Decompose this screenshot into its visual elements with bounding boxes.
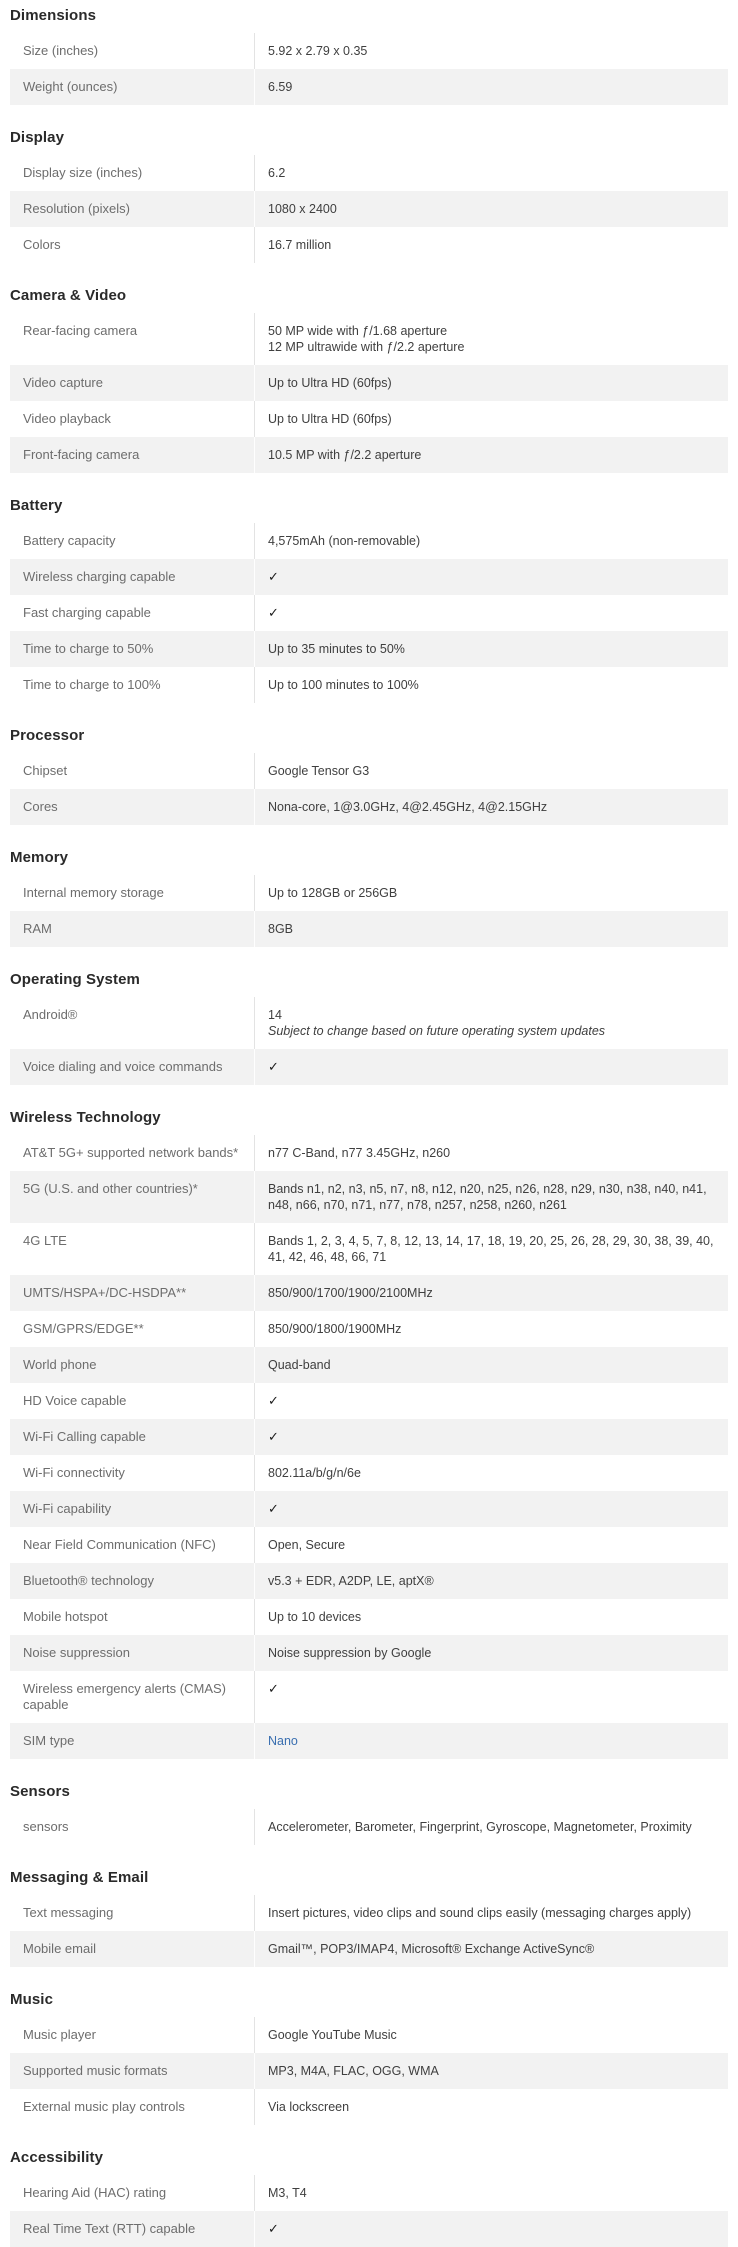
spec-value [255, 1931, 728, 1967]
spec-row [10, 667, 728, 703]
spec-value [255, 911, 728, 947]
spec-value [255, 1135, 728, 1171]
spec-row [10, 1563, 728, 1599]
spec-value-text: 8GB [268, 922, 294, 936]
spec-row [10, 1809, 728, 1845]
section-rows [10, 2017, 728, 2125]
checkmark-icon: ✓ [268, 2221, 279, 2236]
spec-row [10, 911, 728, 947]
spec-value [255, 437, 728, 473]
section-title: Processor [10, 727, 85, 744]
spec-label: Near Field Communication (NFC) [10, 1527, 255, 1563]
spec-value-text: 14 [268, 1008, 282, 1022]
spec-value-line: 12 MP ultrawide with ƒ/2.2 aperture [268, 340, 465, 354]
spec-label: Colors [10, 227, 255, 263]
spec-row [10, 1671, 728, 1723]
checkmark-icon: ✓ [268, 1681, 279, 1696]
spec-label: SIM type [10, 1723, 255, 1759]
spec-label: Chipset [10, 753, 255, 789]
spec-row [10, 1599, 728, 1635]
spec-value [255, 1527, 728, 1563]
spec-value [255, 753, 728, 789]
spec-section [10, 287, 728, 473]
spec-label: Cores [10, 789, 255, 825]
spec-label: Text messaging [10, 1895, 255, 1931]
spec-label: Size (inches) [10, 33, 255, 69]
spec-label: Wi-Fi capability [10, 1491, 255, 1527]
spec-value [255, 631, 728, 667]
spec-value [255, 1171, 728, 1223]
spec-label: Music player [10, 2017, 255, 2053]
spec-value-text: Nona-core, 1@3.0GHz, 4@2.45GHz, 4@2.15GHz [268, 800, 548, 814]
spec-value [255, 559, 728, 595]
spec-label: Battery capacity [10, 523, 255, 559]
section-rows [10, 33, 728, 105]
section-rows [10, 1135, 728, 1759]
checkmark-icon: ✓ [268, 605, 279, 620]
device-specs-page [0, 7, 738, 2236]
spec-row [10, 1347, 728, 1383]
spec-value-text: MP3, M4A, FLAC, OGG, WMA [268, 2064, 439, 2078]
spec-value-text: Up to 128GB or 256GB [268, 886, 398, 900]
spec-value [255, 365, 728, 401]
spec-value [255, 997, 728, 1049]
spec-section [10, 7, 728, 105]
spec-row [10, 1223, 728, 1275]
spec-value [255, 33, 728, 69]
spec-value-text: Open, Secure [268, 1538, 346, 1552]
spec-row [10, 437, 728, 473]
spec-row [10, 33, 728, 69]
spec-label: sensors [10, 1809, 255, 1845]
spec-value-text: Insert pictures, video clips and sound clips easily (messaging charges apply) [268, 1906, 692, 1920]
spec-value-text: Bands 1, 2, 3, 4, 5, 7, 8, 12, 13, 14, 17, 18, 19, 20, 25, 26, 28, 29, 30, 38, 39, 40, 41, 42, 46, 48, 66, 71 [268, 1234, 714, 1264]
spec-label: Time to charge to 50% [10, 631, 255, 667]
spec-label: Front-facing camera [10, 437, 255, 473]
spec-row [10, 595, 728, 631]
section-title: Wireless Technology [10, 1109, 161, 1126]
spec-label: 5G (U.S. and other countries)* [10, 1171, 255, 1223]
spec-row [10, 523, 728, 559]
spec-value-line: 50 MP wide with ƒ/1.68 aperture [268, 324, 448, 338]
spec-value [255, 1723, 728, 1759]
spec-value-note: Subject to change based on future operating system updates [268, 1024, 606, 1038]
spec-value-text: Bands n1, n2, n3, n5, n7, n8, n12, n20, n25, n26, n28, n29, n30, n38, n40, n41, n48, n66, n70, n71, n77, n78, n257, n258, n260, n261 [268, 1182, 707, 1212]
spec-row [10, 1135, 728, 1171]
spec-value [255, 523, 728, 559]
spec-value [255, 227, 728, 263]
spec-value [255, 1671, 728, 1707]
spec-row [10, 789, 728, 825]
spec-value-text: 5.92 x 2.79 x 0.35 [268, 44, 368, 58]
section-rows [10, 313, 728, 473]
spec-row [10, 401, 728, 437]
spec-label: Mobile email [10, 1931, 255, 1967]
spec-section [10, 727, 728, 825]
spec-section [10, 1783, 728, 1845]
section-title: Music [10, 1991, 54, 2008]
spec-value [255, 2089, 728, 2125]
section-title: Memory [10, 849, 69, 866]
spec-row [10, 1455, 728, 1491]
spec-value-text: 4,575mAh (non-removable) [268, 534, 421, 548]
spec-value-text: Google YouTube Music [268, 2028, 397, 2042]
spec-row [10, 2089, 728, 2125]
spec-value-text: Google Tensor G3 [268, 764, 370, 778]
spec-row [10, 1635, 728, 1671]
spec-row [10, 1171, 728, 1223]
spec-value [255, 1809, 728, 1845]
spec-label: Resolution (pixels) [10, 191, 255, 227]
spec-row [10, 69, 728, 105]
spec-value [255, 155, 728, 191]
spec-row [10, 155, 728, 191]
spec-value [255, 595, 728, 631]
spec-value [255, 1311, 728, 1347]
spec-value-text: 850/900/1700/1900/2100MHz [268, 1286, 433, 1300]
spec-section [10, 971, 728, 1085]
section-title: Operating System [10, 971, 140, 988]
spec-value-text: Noise suppression by Google [268, 1646, 432, 1660]
spec-label: Bluetooth® technology [10, 1563, 255, 1599]
spec-section [10, 2149, 728, 2247]
spec-label: Supported music formats [10, 2053, 255, 2089]
spec-row [10, 2017, 728, 2053]
section-rows [10, 875, 728, 947]
spec-value-text: 1080 x 2400 [268, 202, 337, 216]
spec-label: External music play controls [10, 2089, 255, 2125]
spec-label: UMTS/HSPA+/DC-HSDPA** [10, 1275, 255, 1311]
spec-label: Rear-facing camera [10, 313, 255, 365]
spec-value-text: 6.2 [268, 166, 286, 180]
spec-label: 4G LTE [10, 1223, 255, 1275]
spec-label: Wireless emergency alerts (CMAS) capable [10, 1671, 255, 1723]
spec-row [10, 997, 728, 1049]
spec-value [255, 875, 728, 911]
specs-table [0, 7, 738, 2247]
section-title: Accessibility [10, 2149, 104, 2166]
spec-section [10, 849, 728, 947]
spec-row [10, 2211, 728, 2247]
spec-label: Video playback [10, 401, 255, 437]
spec-section [10, 1869, 728, 1967]
spec-row [10, 1491, 728, 1527]
spec-label: Real Time Text (RTT) capable [10, 2211, 255, 2247]
spec-value [255, 1223, 728, 1275]
spec-label: Wireless charging capable [10, 559, 255, 595]
spec-label: Hearing Aid (HAC) rating [10, 2175, 255, 2211]
spec-value-text: 802.11a/b/g/n/6e [268, 1466, 361, 1480]
section-rows [10, 997, 728, 1085]
section-rows [10, 155, 728, 263]
spec-label: Wi-Fi Calling capable [10, 1419, 255, 1455]
section-title: Display [10, 129, 65, 146]
spec-value [255, 1419, 728, 1455]
spec-value [255, 1383, 728, 1419]
section-title: Messaging & Email [10, 1869, 149, 1886]
spec-label: Wi-Fi connectivity [10, 1455, 255, 1491]
spec-value-text: M3, T4 [268, 2186, 307, 2200]
spec-row [10, 1527, 728, 1563]
checkmark-icon: ✓ [268, 1059, 279, 1074]
spec-value [255, 2211, 728, 2247]
spec-value-text: 10.5 MP with ƒ/2.2 aperture [268, 448, 422, 462]
spec-row [10, 753, 728, 789]
section-title: Camera & Video [10, 287, 127, 304]
spec-value [255, 69, 728, 105]
checkmark-icon: ✓ [268, 1429, 279, 1444]
spec-value-text: Via lockscreen [268, 2100, 350, 2114]
spec-label: Weight (ounces) [10, 69, 255, 105]
spec-row [10, 1049, 728, 1085]
spec-section [10, 1991, 728, 2125]
spec-value [255, 401, 728, 437]
section-rows [10, 523, 728, 703]
spec-value-text: Up to 35 minutes to 50% [268, 642, 405, 656]
spec-row [10, 1419, 728, 1455]
section-title: Dimensions [10, 7, 97, 24]
checkmark-icon: ✓ [268, 1393, 279, 1408]
spec-row [10, 191, 728, 227]
spec-section [10, 497, 728, 703]
spec-value [255, 2053, 728, 2089]
spec-row [10, 559, 728, 595]
spec-value [255, 1635, 728, 1671]
spec-value [255, 1347, 728, 1383]
spec-value-text: n77 C-Band, n77 3.45GHz, n260 [268, 1146, 451, 1160]
spec-value [255, 1455, 728, 1491]
spec-label: AT&T 5G+ supported network bands* [10, 1135, 255, 1171]
spec-value-text: Up to 10 devices [268, 1610, 362, 1624]
spec-label: HD Voice capable [10, 1383, 255, 1419]
sim-type-link[interactable]: Nano [268, 1734, 298, 1748]
checkmark-icon: ✓ [268, 1501, 279, 1516]
spec-value-text: Up to Ultra HD (60fps) [268, 412, 392, 426]
spec-label: Noise suppression [10, 1635, 255, 1671]
spec-label: RAM [10, 911, 255, 947]
section-title: Battery [10, 497, 63, 514]
spec-value [255, 1895, 728, 1931]
spec-value [255, 1275, 728, 1311]
spec-label: World phone [10, 1347, 255, 1383]
spec-value [255, 191, 728, 227]
spec-row [10, 875, 728, 911]
section-rows [10, 2175, 728, 2247]
spec-value-text: Quad-band [268, 1358, 331, 1372]
section-rows [10, 1809, 728, 1845]
spec-value-text: Accelerometer, Barometer, Fingerprint, Gyroscope, Magnetometer, Proximity [268, 1820, 692, 1834]
spec-value-text: Gmail™, POP3/IMAP4, Microsoft® Exchange ActiveSync® [268, 1942, 595, 1956]
spec-value-text: Up to Ultra HD (60fps) [268, 376, 392, 390]
spec-value [255, 1599, 728, 1635]
checkmark-icon: ✓ [268, 569, 279, 584]
spec-label: Fast charging capable [10, 595, 255, 631]
spec-row [10, 1383, 728, 1419]
spec-label: Mobile hotspot [10, 1599, 255, 1635]
spec-label: Voice dialing and voice commands [10, 1049, 255, 1085]
spec-row [10, 1311, 728, 1347]
spec-label: Video capture [10, 365, 255, 401]
spec-label: Time to charge to 100% [10, 667, 255, 703]
spec-section [10, 129, 728, 263]
spec-label: Display size (inches) [10, 155, 255, 191]
spec-row [10, 2053, 728, 2089]
spec-section [10, 1109, 728, 1759]
spec-value-text: v5.3 + EDR, A2DP, LE, aptX® [268, 1574, 434, 1588]
spec-row [10, 313, 728, 365]
spec-row [10, 2175, 728, 2211]
spec-value [255, 789, 728, 825]
spec-row [10, 1275, 728, 1311]
spec-value [255, 2175, 728, 2211]
spec-label: Internal memory storage [10, 875, 255, 911]
spec-value [255, 1563, 728, 1599]
section-rows [10, 753, 728, 825]
spec-label: GSM/GPRS/EDGE** [10, 1311, 255, 1347]
spec-row [10, 1895, 728, 1931]
spec-value [255, 313, 728, 365]
spec-value [255, 1491, 728, 1527]
spec-row [10, 365, 728, 401]
spec-value [255, 2017, 728, 2053]
spec-value [255, 667, 728, 703]
section-title: Sensors [10, 1783, 70, 1800]
spec-label: Android® [10, 997, 255, 1049]
section-rows [10, 1895, 728, 1967]
spec-value-text: 6.59 [268, 80, 293, 94]
spec-value-text: 850/900/1800/1900MHz [268, 1322, 402, 1336]
spec-row [10, 631, 728, 667]
spec-value-text: Up to 100 minutes to 100% [268, 678, 419, 692]
spec-value-text: 16.7 million [268, 238, 332, 252]
spec-row [10, 1723, 728, 1759]
spec-row [10, 227, 728, 263]
spec-value [255, 1049, 728, 1085]
spec-row [10, 1931, 728, 1967]
